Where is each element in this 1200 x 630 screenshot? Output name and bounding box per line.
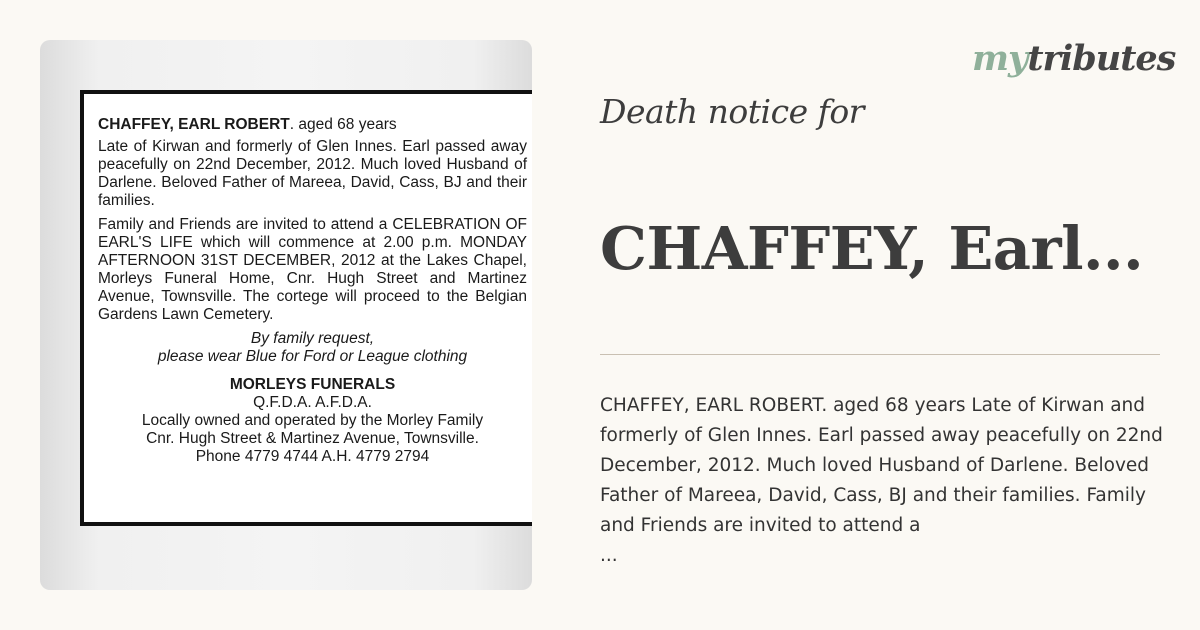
divider-line [600,354,1160,355]
clipping-request-line-2: please wear Blue for Ford or League clothing [157,348,468,365]
clipping-heading [98,116,527,134]
clipping-paragraph-1: Late of Kirwan and formerly of Glen Innes. Earl passed away peacefully on 22nd December, 2012. Much loved Husband of Darlene. Beloved Father of Mareea, David, Cass, BJ and their families. [98,138,527,209]
clipping-accreditation: Q.F.D.A. A.F.D.A. [253,394,372,411]
notice-excerpt: CHAFFEY, EARL ROBERT. aged 68 years Late of Kirwan and formerly of Glen Innes. Earl passed away peacefully on 22nd December, 2012. Much loved Husband of Darlene. Beloved Father of Mareea, David, Cass, BJ and their families. Family and Friends are invited to attend a [600,395,1163,536]
logo-part-tributes: tributes [1027,38,1176,79]
clipping-heading-age: . aged 68 years [289,116,397,133]
clipping-heading-name: CHAFFEY, EARL ROBERT [98,116,290,133]
clipping-phone-line: Phone 4779 4744 A.H. 4779 2794 [195,448,430,465]
clipping-paragraph-2: Family and Friends are invited to attend a CELEBRATION OF EARL'S LIFE which will commence at 2.00 p.m. MONDAY AFTERNOON 31ST DECEMBER, 2012 at the Lakes Chapel, Morleys Funeral Home, Cnr. Hugh Street and Martinez Avenue, Townsville. The cortege will proceed to the Belgian Gardens Lawn Cemetery. [98,216,527,323]
page-subtitle: Death notice for [600,92,864,131]
deceased-name-title: CHAFFEY, Earl... [600,214,1144,283]
clipping-info-line-2: Cnr. Hugh Street & Martinez Avenue, Townsville. [146,430,479,447]
clipping-request-line-1: By family request, [250,330,375,347]
newspaper-clipping [80,90,532,526]
clipping-family-request [98,330,527,366]
clipping-info-line-1: Locally owned and operated by the Morley Family [141,412,484,429]
clipping-funeral-home: MORLEYS FUNERALS [229,376,396,393]
mytributes-logo[interactable] [972,38,1175,79]
excerpt-ellipsis: ... [600,545,618,566]
notice-image-panel [40,40,532,590]
logo-part-my: my [972,38,1028,79]
